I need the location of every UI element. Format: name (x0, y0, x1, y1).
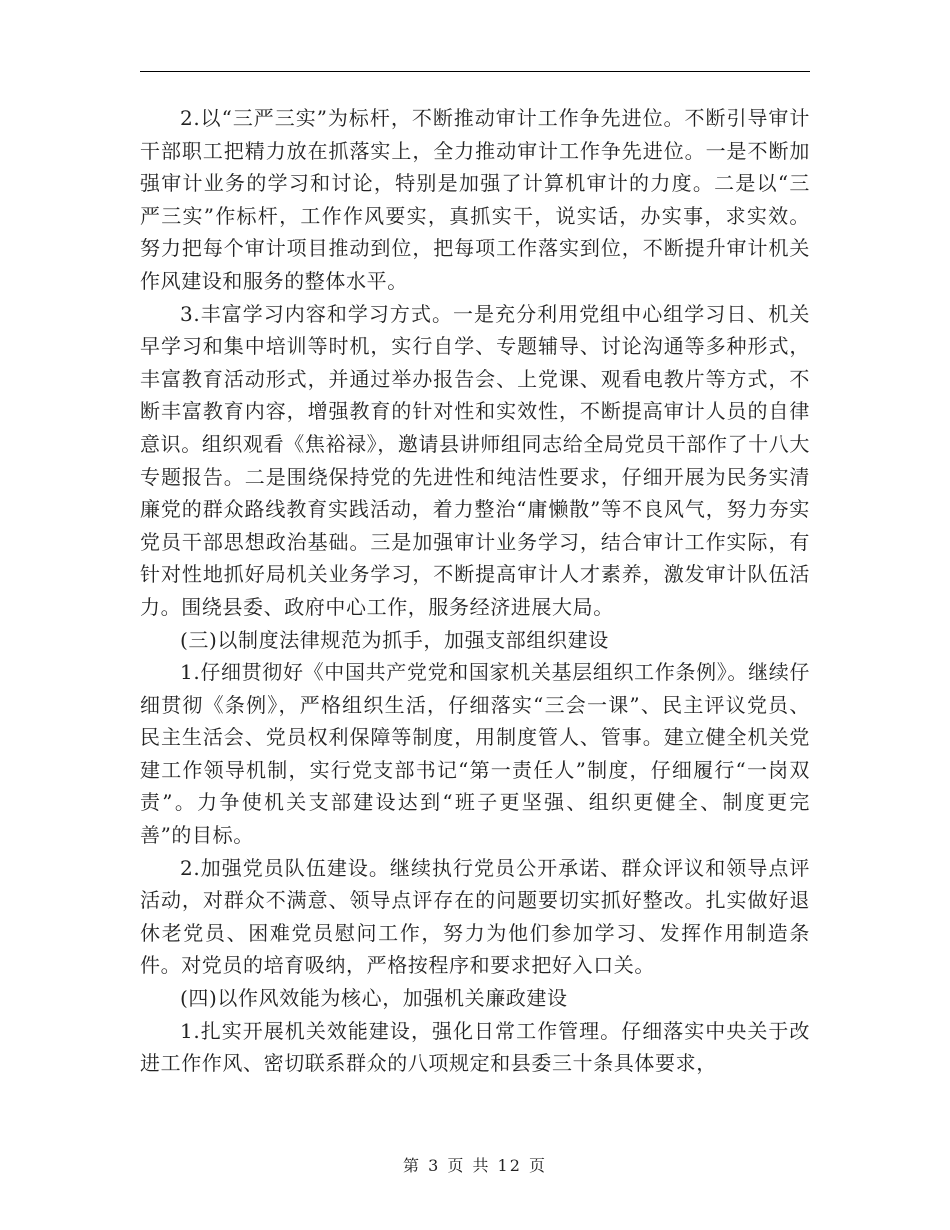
header-rule (140, 71, 810, 72)
document-body (140, 102, 810, 1080)
paragraph-3-learning: 3.丰富学习内容和学习方式。一是充分利用党组中心组学习日、机关早学习和集中培训等时机，实行自学、专题辅导、讨论沟通等多种形式，丰富教育活动形式，并通过举办报告会、上党课、观看电教片等方式，不断丰富教育内容，增强教育的针对性和实效性，不断提高审计人员的自律意识。组织观看《焦裕禄》，邀请县讲师组同志给全局党员干部作了十八大专题报告。二是围绕保持党的先进性和纯洁性要求，仔细开展为民务实清廉党的群众路线教育实践活动，着力整治“庸懒散”等不良风气，努力夯实党员干部思想政治基础。三是加强审计业务学习，结合审计工作实际，有针对性地抓好局机关业务学习，不断提高审计人才素养，激发审计队伍活力。围绕县委、政府中心工作，服务经济进展大局。 (140, 301, 810, 619)
page-number: 第 3 页 共 12 页 (403, 1156, 547, 1175)
paragraph-1-regulations: 1.仔细贯彻好《中国共产党党和国家机关基层组织工作条例》。继续仔细贯彻《条例》，严格组织生活，仔细落实“三会一课”、民主评议党员、民主生活会、党员权利保障等制度，用制度管人、管事。建立健全机关党建工作领导机制，实行党支部书记“第一责任人”制度，仔细履行“一岗双责”。力争使机关支部建设达到“班子更坚强、组织更健全、制度更完善”的目标。 (140, 660, 810, 848)
section-heading-4: (四)以作风效能为核心，加强机关廉政建设 (180, 986, 568, 1011)
paragraph-2-benchmark: 2.以“三严三实”为标杆，不断推动审计工作争先进位。不断引导审计干部职工把精力放在抓落实上，全力推动审计工作争先进位。一是不断加强审计业务的学习和讨论，特别是加强了计算机审计的力度。二是以“三严三实”作标杆，工作作风要实，真抓实干，说实话，办实事，求实效。努力把每个审计项目推动到位，把每项工作落实到位，不断提升审计机关作风建设和服务的整体水平。 (140, 106, 810, 293)
paragraph-1-efficiency: 1.扎实开展机关效能建设，强化日常工作管理。仔细落实中央关于改进工作作风、密切联系群众的八项规定和县委三十条具体要求， (140, 1018, 810, 1076)
paragraph-2-party-members: 2.加强党员队伍建设。继续执行党员公开承诺、群众评议和领导点评活动，对群众不满意、领导点评存在的问题要切实抓好整改。扎实做好退休老党员、困难党员慰问工作，努力为他们参加学习、发挥作用制造条件。对党员的培育吸纳，严格按程序和要求把好入口关。 (140, 855, 810, 978)
section-heading-3: (三)以制度法律规范为抓手，加强支部组织建设 (180, 627, 609, 652)
